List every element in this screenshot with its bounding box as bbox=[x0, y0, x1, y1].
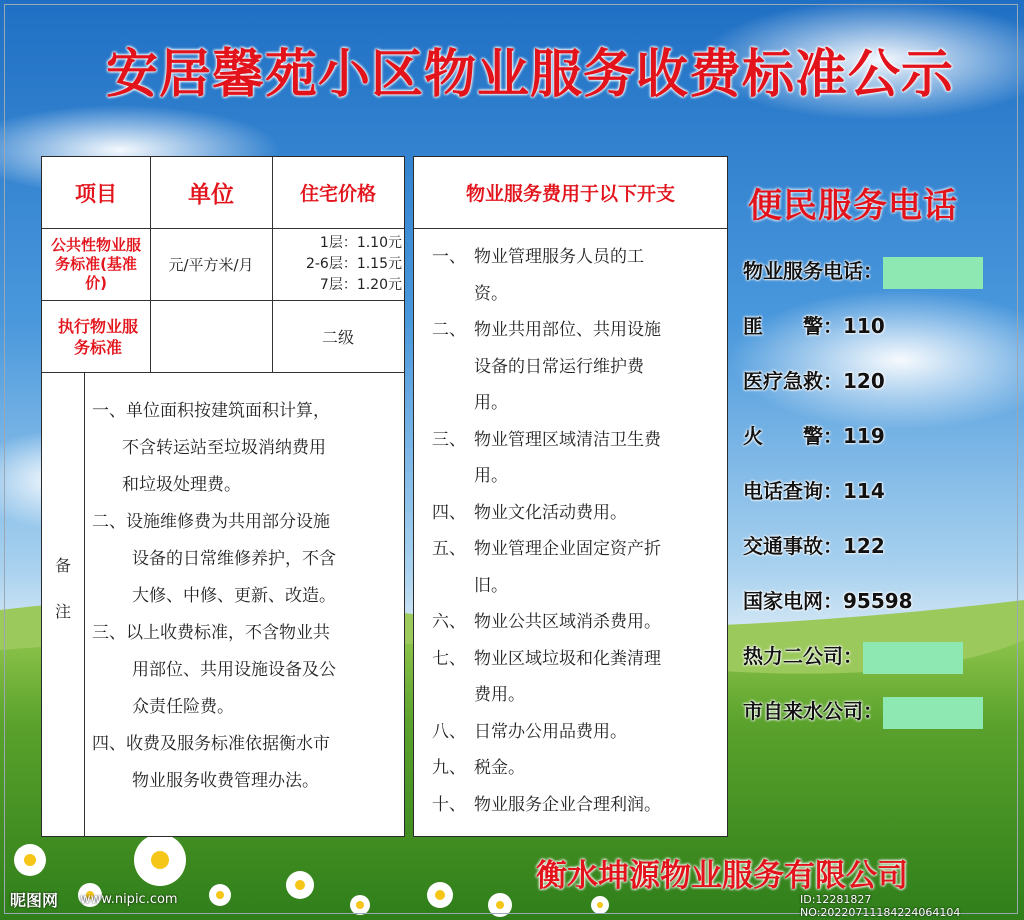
expense-item bbox=[432, 312, 722, 422]
expense-number: 六、 bbox=[432, 612, 466, 632]
expense-item bbox=[432, 787, 722, 824]
header-item: 项目 bbox=[75, 181, 117, 206]
phone-label: 交通事故： bbox=[743, 534, 843, 558]
row-unit-value: 元/平方米/月 bbox=[168, 256, 254, 274]
phone-item bbox=[743, 530, 885, 559]
expense-item bbox=[432, 239, 722, 312]
header-unit: 单位 bbox=[188, 182, 234, 208]
page-title: 安居馨苑小区物业服务收费标准公示 bbox=[105, 44, 954, 105]
expense-number: 十、 bbox=[432, 794, 466, 815]
fee-table bbox=[41, 156, 405, 837]
expense-item bbox=[432, 604, 722, 641]
phone-label: 医疗急救： bbox=[743, 369, 843, 393]
phone-label: 匪 警： bbox=[743, 314, 843, 338]
phone-item bbox=[743, 475, 885, 504]
phone-number: 119 bbox=[843, 424, 885, 448]
expense-text: 物业区域垃圾和化粪清理 bbox=[474, 648, 661, 669]
phone-item bbox=[743, 255, 983, 289]
expense-text: 物业管理企业固定资产折 bbox=[474, 539, 661, 559]
expense-number: 一、 bbox=[432, 247, 466, 267]
phone-item bbox=[743, 695, 983, 729]
redacted-phone-number bbox=[863, 642, 963, 674]
expense-number: 三、 bbox=[432, 429, 466, 450]
expense-text: 用。 bbox=[474, 466, 508, 486]
expense-item bbox=[432, 714, 722, 751]
notes-label: 备 注 bbox=[54, 556, 71, 621]
phone-label: 火 警： bbox=[743, 424, 843, 448]
expense-text: 物业公共区域消杀费用。 bbox=[474, 612, 661, 632]
expense-text: 物业服务企业合理利润。 bbox=[474, 794, 661, 815]
phone-item bbox=[743, 640, 963, 674]
phone-number: 95598 bbox=[843, 589, 913, 613]
price-list bbox=[274, 233, 402, 296]
expense-item bbox=[432, 750, 722, 787]
phone-item bbox=[743, 365, 885, 394]
redacted-phone-number bbox=[883, 697, 983, 729]
header-price: 住宅价格 bbox=[299, 183, 376, 205]
expense-item bbox=[432, 531, 722, 604]
note-item: 四、收费及服务标准依据衡水市 物业服务收费管理办法。 bbox=[92, 734, 330, 791]
expense-item bbox=[432, 495, 722, 532]
phone-item bbox=[743, 420, 885, 449]
expense-text: 税金。 bbox=[474, 758, 525, 778]
expense-number: 九、 bbox=[432, 758, 466, 778]
expense-text: 设备的日常运行维护费 bbox=[474, 356, 644, 377]
phone-label: 国家电网： bbox=[743, 589, 843, 613]
note-item: 一、单位面积按建筑面积计算， 不含转运站至垃圾消纳费用 和垃圾处理费。 bbox=[92, 401, 330, 495]
row-exec-level: 二级 bbox=[321, 328, 354, 347]
expense-text: 物业管理服务人员的工 bbox=[474, 247, 644, 267]
phone-label: 物业服务电话： bbox=[743, 259, 883, 283]
price-floor-2-6: 2-6层：1.15元 bbox=[305, 256, 402, 272]
expense-number: 七、 bbox=[432, 648, 466, 669]
expense-text: 日常办公用品费用。 bbox=[474, 721, 627, 742]
expense-text: 物业共用部位、共用设施 bbox=[474, 320, 661, 340]
row-exec-standard-label: 执行物业服务标准 bbox=[57, 316, 138, 357]
expense-text: 用。 bbox=[474, 393, 508, 413]
redacted-phone-number bbox=[883, 257, 983, 289]
expense-text: 资。 bbox=[474, 283, 508, 304]
watermark-url: www.nipic.com bbox=[80, 892, 178, 907]
expense-number: 四、 bbox=[432, 502, 466, 523]
company-name: 衡水坤源物业服务有限公司 bbox=[536, 858, 908, 894]
phone-item bbox=[743, 585, 913, 614]
expense-item bbox=[432, 422, 722, 495]
note-item: 二、设施维修费为共用部分设施 设备的日常维修养护，不含 大修、中修、更新、改造。 bbox=[92, 512, 336, 606]
expense-text: 物业文化活动费用。 bbox=[474, 502, 627, 523]
expense-text: 费用。 bbox=[474, 685, 525, 705]
watermark-id: ID:12281827 NO:20220711184224064104 bbox=[800, 893, 961, 919]
expense-number: 八、 bbox=[432, 721, 466, 742]
expense-text: 旧。 bbox=[474, 575, 508, 596]
phones-title: 便民服务电话 bbox=[748, 186, 958, 226]
expenses-list bbox=[432, 239, 722, 823]
row-public-service-label: 公共性物业服务标准(基准价) bbox=[50, 236, 141, 292]
phone-number: 120 bbox=[843, 369, 885, 393]
price-floor-1: 1层：1.10元 bbox=[319, 235, 402, 251]
phone-label: 电话查询： bbox=[743, 479, 843, 503]
expense-number: 五、 bbox=[432, 539, 466, 559]
expense-item bbox=[432, 641, 722, 714]
phone-label: 热力二公司： bbox=[743, 644, 863, 668]
expense-number: 二、 bbox=[432, 320, 466, 340]
phone-number: 114 bbox=[843, 479, 885, 503]
phone-item bbox=[743, 310, 885, 339]
watermark-logo: 昵图网 bbox=[10, 891, 59, 910]
phone-number: 122 bbox=[843, 534, 885, 558]
notes-list bbox=[92, 393, 398, 800]
note-item: 三、以上收费标准，不含物业共 用部位、共用设施设备及公 众责任险费。 bbox=[92, 623, 336, 717]
phone-label: 市自来水公司： bbox=[743, 699, 883, 723]
expenses-title: 物业服务费用于以下开支 bbox=[465, 183, 675, 205]
price-floor-7: 7层：1.20元 bbox=[319, 277, 402, 293]
expense-text: 物业管理区域清洁卫生费 bbox=[474, 429, 661, 450]
expenses-panel bbox=[413, 156, 728, 837]
phone-number: 110 bbox=[843, 314, 885, 338]
